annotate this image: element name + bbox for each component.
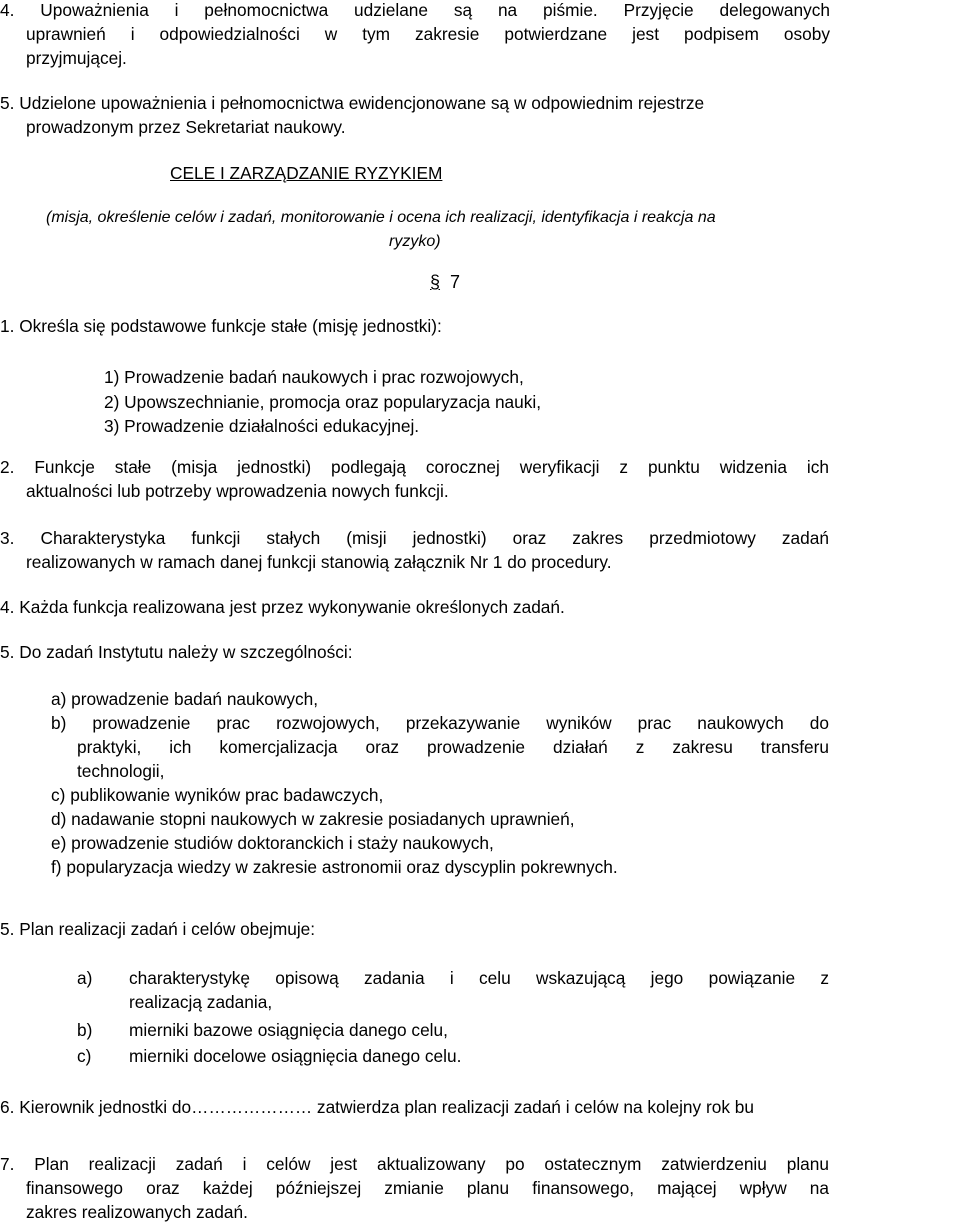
item-4-line-3: przyjmującej. (26, 48, 127, 68)
paragraph-symbol: § (430, 272, 441, 292)
point-3-line-2: realizowanych w ramach danej funkcji stanowią załącznik Nr 1 do procedury. (26, 552, 612, 572)
item-5-line-2: prowadzonym przez Sekretariat naukowy. (26, 117, 346, 137)
plan-item-b-label: b) (77, 1020, 93, 1040)
plan-item-a-line-1: charakterystykę opisową zadania i celu wskazującą jego powiązanie z (129, 968, 829, 988)
point-5-item-d: d) nadawanie stopni naukowych w zakresie posiadanych uprawnień, (51, 809, 575, 829)
point-4: 4. Każda funkcja realizowana jest przez wykonywanie określonych zadań. (0, 597, 565, 617)
point-5-item-e: e) prowadzenie studiów doktoranckich i staży naukowych, (51, 833, 494, 853)
section-heading: CELE I ZARZĄDZANIE RYZYKIEM (170, 163, 443, 183)
point-6: 6. Kierownik jednostki do………………… zatwierdza plan realizacji zadań i celów na kolejny rok bu (0, 1097, 754, 1117)
point-5-item-b-line-3: technologii, (77, 761, 165, 781)
plan-item-c-label: c) (77, 1046, 92, 1066)
plan-item-b: mierniki bazowe osiągnięcia danego celu, (129, 1020, 448, 1040)
point-7-line-1: 7. Plan realizacji zadań i celów jest aktualizowany po ostatecznym zatwierdzeniu planu (0, 1154, 829, 1174)
point-5-item-a: a) prowadzenie badań naukowych, (51, 689, 319, 709)
point-7-line-2: finansowego oraz każdej późniejszej zmianie planu finansowego, mającej wpływ na (26, 1178, 829, 1198)
paragraph-number: 7 (450, 272, 461, 292)
item-4-line-1: 4. Upoważnienia i pełnomocnictwa udzielane są na piśmie. Przyjęcie delegowanych (0, 0, 830, 20)
point-6-wrapper (0, 1095, 960, 1119)
point-5-item-f: f) popularyzacja wiedzy w zakresie astronomii oraz dyscyplin pokrewnych. (51, 857, 618, 877)
point-3-line-1: 3. Charakterystyka funkcji stałych (misji jednostki) oraz zakres przedmiotowy zadań (0, 528, 829, 548)
point-5-plan: 5. Plan realizacji zadań i celów obejmuje: (0, 919, 316, 939)
paragraph-mark (430, 270, 460, 294)
point-2-line-1: 2. Funkcje stałe (misja jednostki) podlegają corocznej weryfikacji z punktu widzenia ich (0, 457, 829, 477)
point-2-line-2: aktualności lub potrzeby wprowadzenia nowych funkcji. (26, 481, 449, 501)
item-4-line-2: uprawnień i odpowiedzialności w tym zakresie potwierdzane jest podpisem osoby (26, 24, 830, 44)
point-5-item-c: c) publikowanie wyników prac badawczych, (51, 785, 384, 805)
item-5-line-1: 5. Udzielone upoważnienia i pełnomocnictwa ewidencjonowane są w odpowiednim rejestrze (0, 93, 705, 113)
section-subtitle-line-2: ryzyko) (389, 233, 441, 250)
plan-item-c: mierniki docelowe osiągnięcia danego celu. (129, 1046, 462, 1066)
point-1-item-2: 2) Upowszechnianie, promocja oraz popularyzacja nauki, (104, 392, 542, 412)
section-subtitle-line-1: (misja, określenie celów i zadań, monitorowanie i ocena ich realizacji, identyfikacja i reakcja na (46, 209, 716, 226)
point-5-item-b-line-2: praktyki, ich komercjalizacja oraz prowadzenie działań z zakresu transferu (77, 737, 829, 757)
plan-item-a-line-2: realizacją zadania, (129, 992, 273, 1012)
point-5: 5. Do zadań Instytutu należy w szczególności: (0, 642, 353, 662)
point-1: 1. Określa się podstawowe funkcje stałe (misję jednostki): (0, 316, 442, 336)
plan-item-a-label: a) (77, 968, 93, 988)
point-7-line-3: zakres realizowanych zadań. (26, 1202, 248, 1222)
point-1-item-1: 1) Prowadzenie badań naukowych i prac rozwojowych, (104, 367, 524, 387)
point-5-item-b-line-1: b) prowadzenie prac rozwojowych, przekazywanie wyników prac naukowych do (51, 713, 829, 733)
point-1-item-3: 3) Prowadzenie działalności edukacyjnej. (104, 416, 420, 436)
